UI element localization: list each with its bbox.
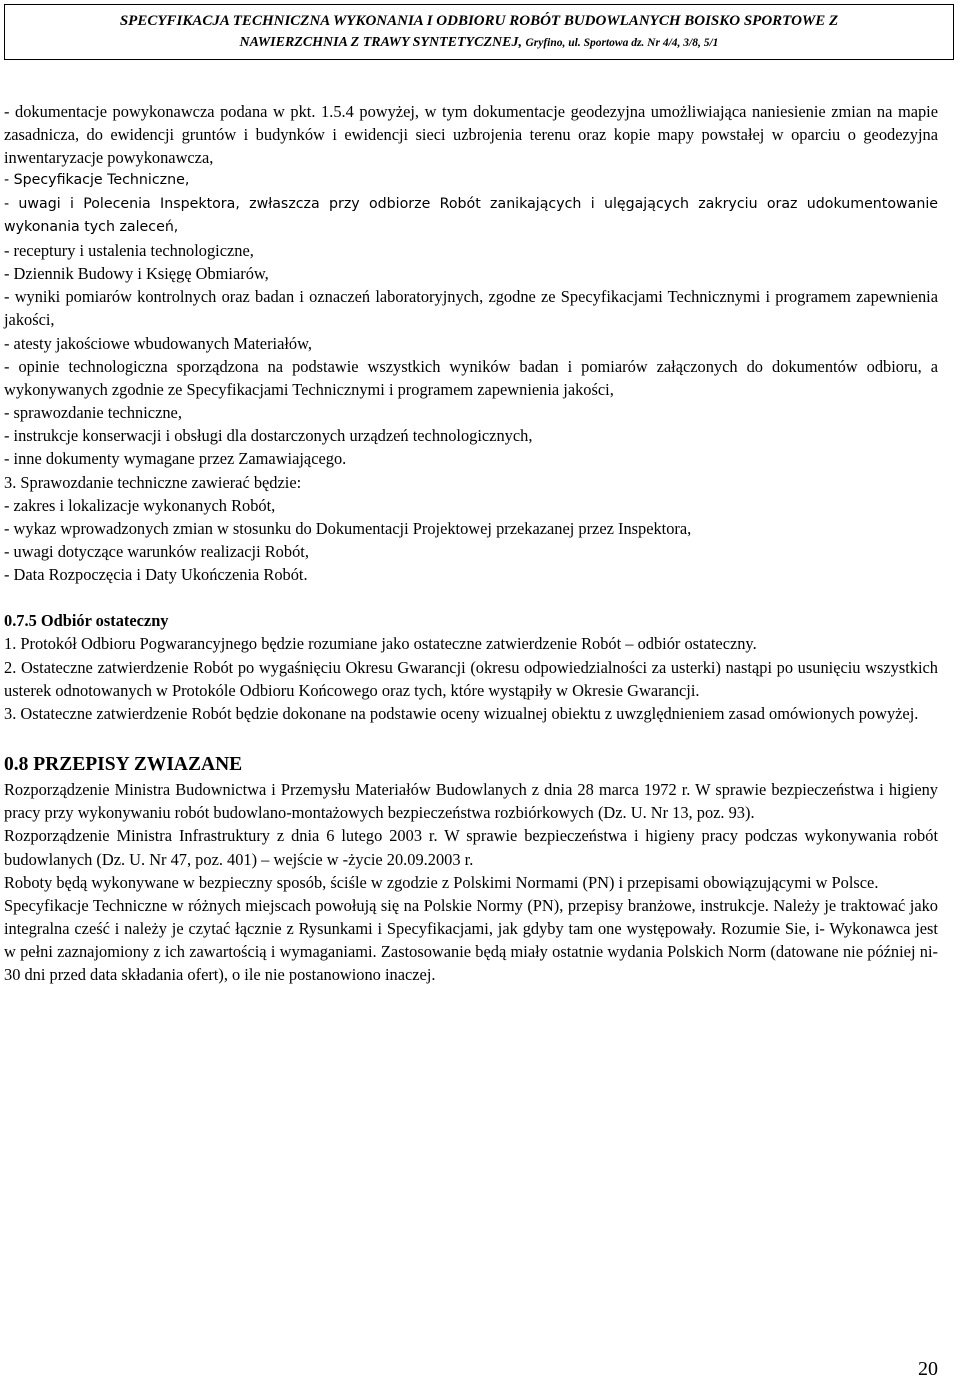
- list-item-measurement-results: - wyniki pomiarów kontrolnych oraz badan i oznaczeń laboratoryjnych, zgodne ze Specyfikacjami Technicznymi i programem zapewnienia jakości,: [4, 287, 938, 330]
- paragraph-final-acceptance-1: 1. Protokół Odbioru Pogwarancyjnego będzie rozumiane jako ostateczne zatwierdzenie Robót – odbiór ostateczny.: [4, 634, 757, 654]
- paragraph-regulations-1: Rozporządzenie Ministra Budownictwa i Przemysłu Materiałów Budowlanych z dnia 28 marca 1972 r. W sprawie bezpieczeństwa i higieny pracy przy wykonywaniu robót budowlano-montażowych bezpieczeństwa rozbiórkowych (Dz. U. Nr 13, poz. 93).: [4, 780, 938, 823]
- header-location: Gryfino, ul. Sportowa dz. Nr 4/4, 3/8, 5/1: [525, 37, 719, 49]
- spacer: [4, 586, 938, 609]
- paragraph-regulations-3: Roboty będą wykonywane w bezpieczny sposób, ściśle w zgodzie z Polskimi Normami (PN) i przepisami obowiązującymi w Polsce.: [4, 872, 879, 892]
- spacer: [4, 725, 938, 748]
- list-item-site-diary: - Dziennik Budowy i Księgę Obmiarów,: [4, 264, 269, 284]
- document-header: [4, 4, 954, 60]
- document-body: [4, 100, 938, 986]
- page-number: 20: [918, 1358, 938, 1380]
- paragraph-report-contents: 3. Sprawozdanie techniczne zawierać będzie:: [4, 472, 302, 492]
- header-title-line1: SPECYFIKACJA TECHNICZNA WYKONANIA I ODBIORU ROBÓT BUDOWLANYCH BOISKO SPORTOWE Z: [119, 13, 839, 29]
- list-item-technological-opinion: - opinie technologiczna sporządzona na podstawie wszystkich wyników badan i pomiarów załączonych do dokumentów odbioru, a wykonywanych zgodnie ze Specyfikacjami Technicznymi i programem zapewnienia jakości,: [4, 356, 938, 399]
- paragraph-regulations-4: Specyfikacje Techniczne w różnych miejscach powołują się na Polskie Normy (PN), przepisy branżowe, instrukcje. Należy je traktować jako integralna cześć i należy je czytać łącznie z Rysunkami i Specyfikacjami, jak gdyby tam one występowały. Rozumie Sie, i- Wykonawca jest w pełni zaznajomiony z ich zawartością i wymaganiami. Zastosowanie będą miały ostatnie wydania Polskich Norm (datowane nie później ni- 30 dni przed data składania ofert), o ile nie postanowiono inaczej.: [4, 895, 938, 985]
- paragraph-final-acceptance-2: 2. Ostateczne zatwierdzenie Robót po wygaśnięciu Okresu Gwarancji (okresu odpowiedzialności za usterki) nastąpi po usunięciu wszystkich usterek odnotowanych w Protokóle Odbioru Końcowego oraz tych, które wystąpiły w Okresie Gwarancji.: [4, 657, 938, 700]
- list-item-dates: - Data Rozpoczęcia i Daty Ukończenia Robót.: [4, 565, 308, 585]
- list-item-changes: - wykaz wprowadzonych zmian w stosunku do Dokumentacji Projektowej przekazanej przez Inspektora,: [4, 518, 692, 538]
- list-item-quality-certificates: - atesty jakościowe wbudowanych Materiałów,: [4, 333, 312, 353]
- list-item-maintenance-instructions: - instrukcje konserwacji i obsługi dla dostarczonych urządzeń technologicznych,: [4, 426, 533, 446]
- list-item-technical-report: - sprawozdanie techniczne,: [4, 403, 182, 423]
- section-title-regulations: 0.8 PRZEPISY ZWIAZANE: [4, 754, 243, 776]
- header-title-line2-main: NAWIERZCHNIA Z TRAWY SYNTETYCZNEJ,: [239, 35, 526, 50]
- paragraph-final-acceptance-3: 3. Ostateczne zatwierdzenie Robót będzie dokonane na podstawie oceny wizualnej obiektu z uwzględnieniem zasad omówionych powyżej.: [4, 703, 919, 723]
- header-title-line2: [5, 32, 953, 54]
- paragraph-as-built-docs: - dokumentacje powykonawcza podana w pkt. 1.5.4 powyżej, w tym dokumentacje geodezyjna umożliwiająca naniesienie zmian na mapie zasadnicza, do ewidencji gruntów i budynków i ewidencji sieci uzbrojenia terenu oraz kopie mapy powstałej w oparciu o geodezyjna inwentaryzacje powykonawcza,: [4, 102, 938, 168]
- list-item-other-documents: - inne dokumenty wymagane przez Zamawiającego.: [4, 449, 347, 469]
- list-item-tech-specs: - Specyfikacje Techniczne,: [4, 172, 190, 189]
- list-item-scope: - zakres i lokalizacje wykonanych Robót,: [4, 495, 276, 515]
- list-item-recipes: - receptury i ustalenia technologiczne,: [4, 240, 254, 260]
- section-title-final-acceptance: 0.7.5 Odbiór ostateczny: [4, 611, 169, 631]
- list-item-conditions: - uwagi dotyczące warunków realizacji Robót,: [4, 541, 309, 561]
- paragraph-regulations-2: Rozporządzenie Ministra Infrastruktury z dnia 6 lutego 2003 r. W sprawie bezpieczeństwa i higieny pracy podczas wykonywania robót budowlanych (Dz. U. Nr 47, poz. 401) – wejście w -życie 20.09.2003 r.: [4, 826, 938, 869]
- list-item-inspector-remarks: - uwagi i Polecenia Inspektora, zwłaszcza przy odbiorze Robót zanikających i ulęgających zakryciu oraz udokumentowanie wykonania tych zaleceń,: [4, 195, 938, 235]
